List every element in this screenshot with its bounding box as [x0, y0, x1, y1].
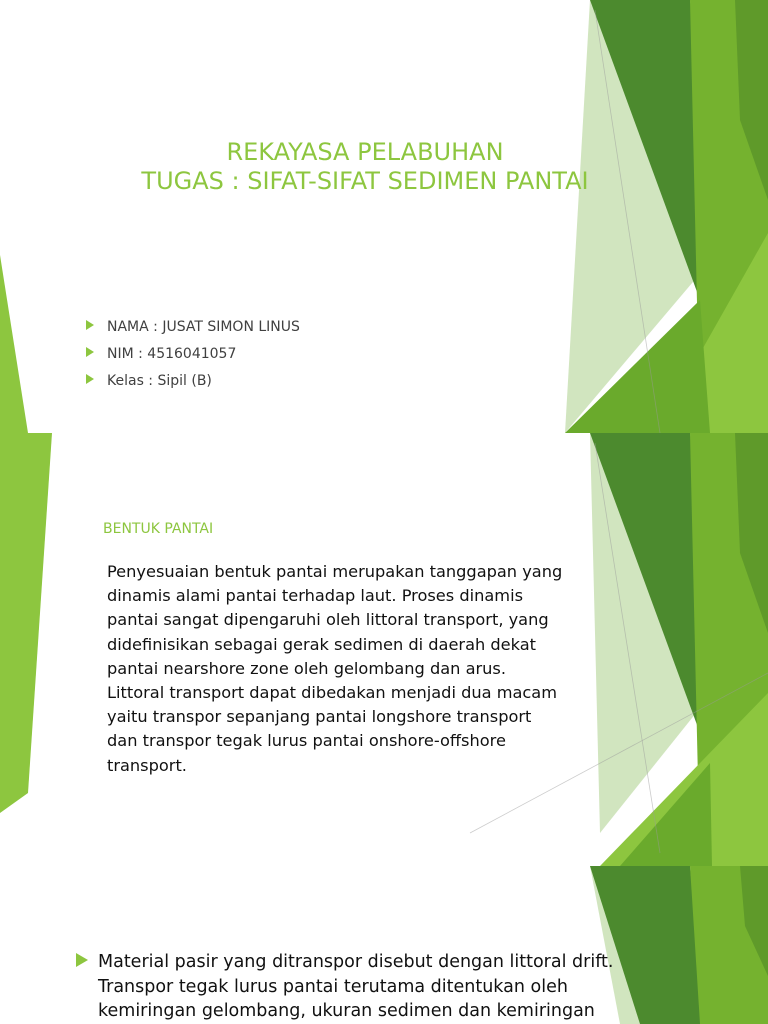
paragraph-line: didefinisikan sebagai gerak sedimen di daerah dekat [107, 634, 536, 654]
paragraph-line: yaitu transpor sepanjang pantai longshore transport [107, 707, 532, 727]
student-class: Kelas : Sipil (B) [107, 373, 212, 389]
student-info-list [86, 318, 300, 399]
green-triangle-bullet-icon [86, 374, 94, 384]
paragraph-line: Penyesuaian bentuk pantai merupakan tanggapan yang [107, 562, 563, 581]
list-item [86, 345, 300, 372]
paragraph-line: transport. [107, 755, 187, 775]
bullet-line: Material pasir yang ditranspor disebut dengan littoral drift. [98, 952, 614, 972]
student-id: NIM : 4516041057 [107, 346, 237, 362]
list-item [86, 318, 300, 345]
subtitle-line: TUGAS : SIFAT-SIFAT SEDIMEN PANTAI [141, 167, 589, 195]
green-triangle-bullet-icon [76, 953, 88, 967]
slide-title [0, 0, 768, 433]
list-item [76, 950, 756, 1024]
paragraph-line: dinamis alami pantai terhadap laut. Proses dinamis [107, 586, 523, 606]
title-line: REKAYASA PELABUHAN [226, 138, 504, 166]
list-item [86, 372, 300, 399]
bullet-line: kemiringan gelombang, ukuran sedimen dan kemiringan [98, 1001, 595, 1021]
green-triangle-bullet-icon [86, 320, 94, 330]
section-heading: BENTUK PANTAI [103, 521, 214, 537]
bullet-line: Transpor tegak lurus pantai terutama ditentukan oleh [98, 976, 568, 997]
student-name: NAMA : JUSAT SIMON LINUS [107, 319, 300, 335]
paragraph-line: pantai nearshore zone oleh gelombang dan arus. [107, 658, 506, 678]
green-triangle-bullet-icon [86, 347, 94, 357]
paragraph-line: pantai sangat dipengaruhi oleh littoral transport, yang [107, 610, 549, 630]
paragraph [107, 560, 687, 778]
slide-title-text [100, 138, 630, 196]
paragraph-line: Littoral transport dapat dibedakan menjadi dua macam [107, 683, 557, 703]
paragraph-line: dan transpor tegak lurus pantai onshore-offshore [107, 731, 506, 751]
bullet-text [98, 950, 756, 1024]
